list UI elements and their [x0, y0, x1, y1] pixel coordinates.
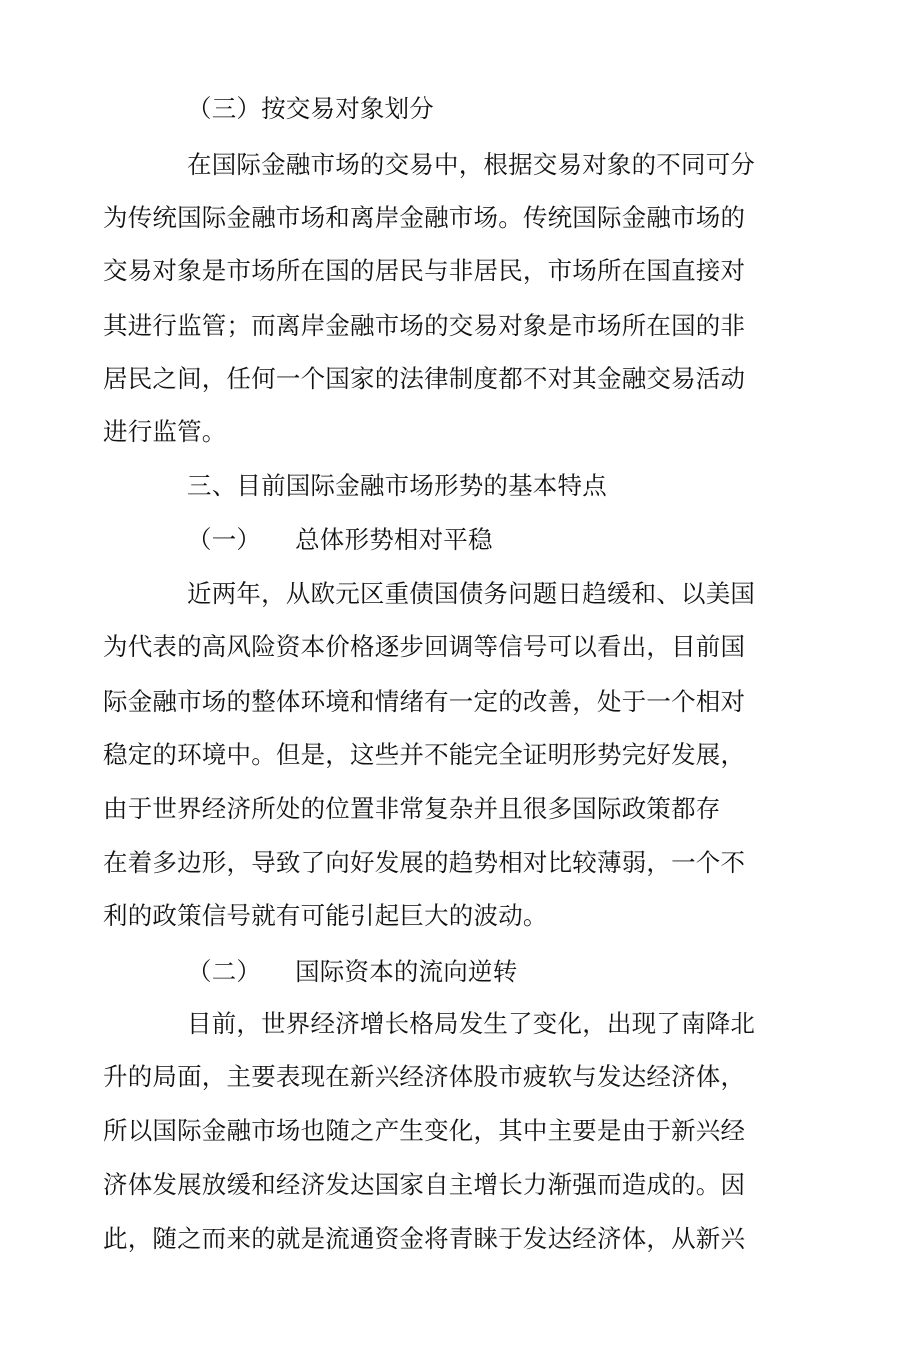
- paragraph-line: 目前，世界经济增长格局发生了变化，出现了南降北: [187, 1009, 756, 1038]
- paragraph-line: 近两年，从欧元区重债国债务问题日趋缓和、以美国: [187, 579, 756, 608]
- subsection-title: 总体形势相对平稳: [295, 525, 493, 554]
- paragraph-line: 际金融市场的整体环境和情绪有一定的改善，处于一个相对: [103, 687, 746, 716]
- part-title: 三、目前国际金融市场形势的基本特点: [187, 471, 607, 500]
- subsection-number: （二）: [187, 957, 262, 986]
- paragraph-line: 交易对象是市场所在国的居民与非居民，市场所在国直接对: [103, 256, 746, 285]
- paragraph-line: 利的政策信号就有可能引起巨大的波动。: [103, 901, 548, 930]
- paragraph-line: 其进行监管；而离岸金融市场的交易对象是市场所在国的非: [103, 311, 746, 340]
- paragraph-line: 为传统国际金融市场和离岸金融市场。传统国际金融市场的: [103, 203, 746, 232]
- paragraph-line: 升的局面，主要表现在新兴经济体股市疲软与发达经济体，: [103, 1062, 746, 1091]
- paragraph-line: 所以国际金融市场也随之产生变化，其中主要是由于新兴经: [103, 1116, 746, 1145]
- paragraph-line: 在国际金融市场的交易中，根据交易对象的不同可分: [187, 150, 756, 179]
- paragraph-line: 为代表的高风险资本价格逐步回调等信号可以看出，目前国: [103, 632, 746, 661]
- paragraph-line: 此，随之而来的就是流通资金将青睐于发达经济体，从新兴: [103, 1224, 746, 1253]
- paragraph-line: 稳定的环境中。但是，这些并不能完全证明形势完好发展，: [103, 740, 746, 769]
- paragraph-line: 进行监管。: [103, 417, 227, 446]
- subsection-heading: [187, 523, 493, 557]
- paragraph-line: 在着多边形，导致了向好发展的趋势相对比较薄弱，一个不: [103, 848, 746, 877]
- paragraph-line: 济体发展放缓和经济发达国家自主增长力渐强而造成的。因: [103, 1170, 746, 1199]
- section-heading: （三）按交易对象划分: [187, 94, 434, 123]
- subsection-number: （一）: [187, 525, 262, 554]
- subsection-heading: [187, 955, 517, 989]
- subsection-title: 国际资本的流向逆转: [295, 957, 518, 986]
- paragraph-line: 居民之间，任何一个国家的法律制度都不对其金融交易活动: [103, 364, 746, 393]
- paragraph-line: 由于世界经济所处的位置非常复杂并且很多国际政策都存: [103, 794, 721, 823]
